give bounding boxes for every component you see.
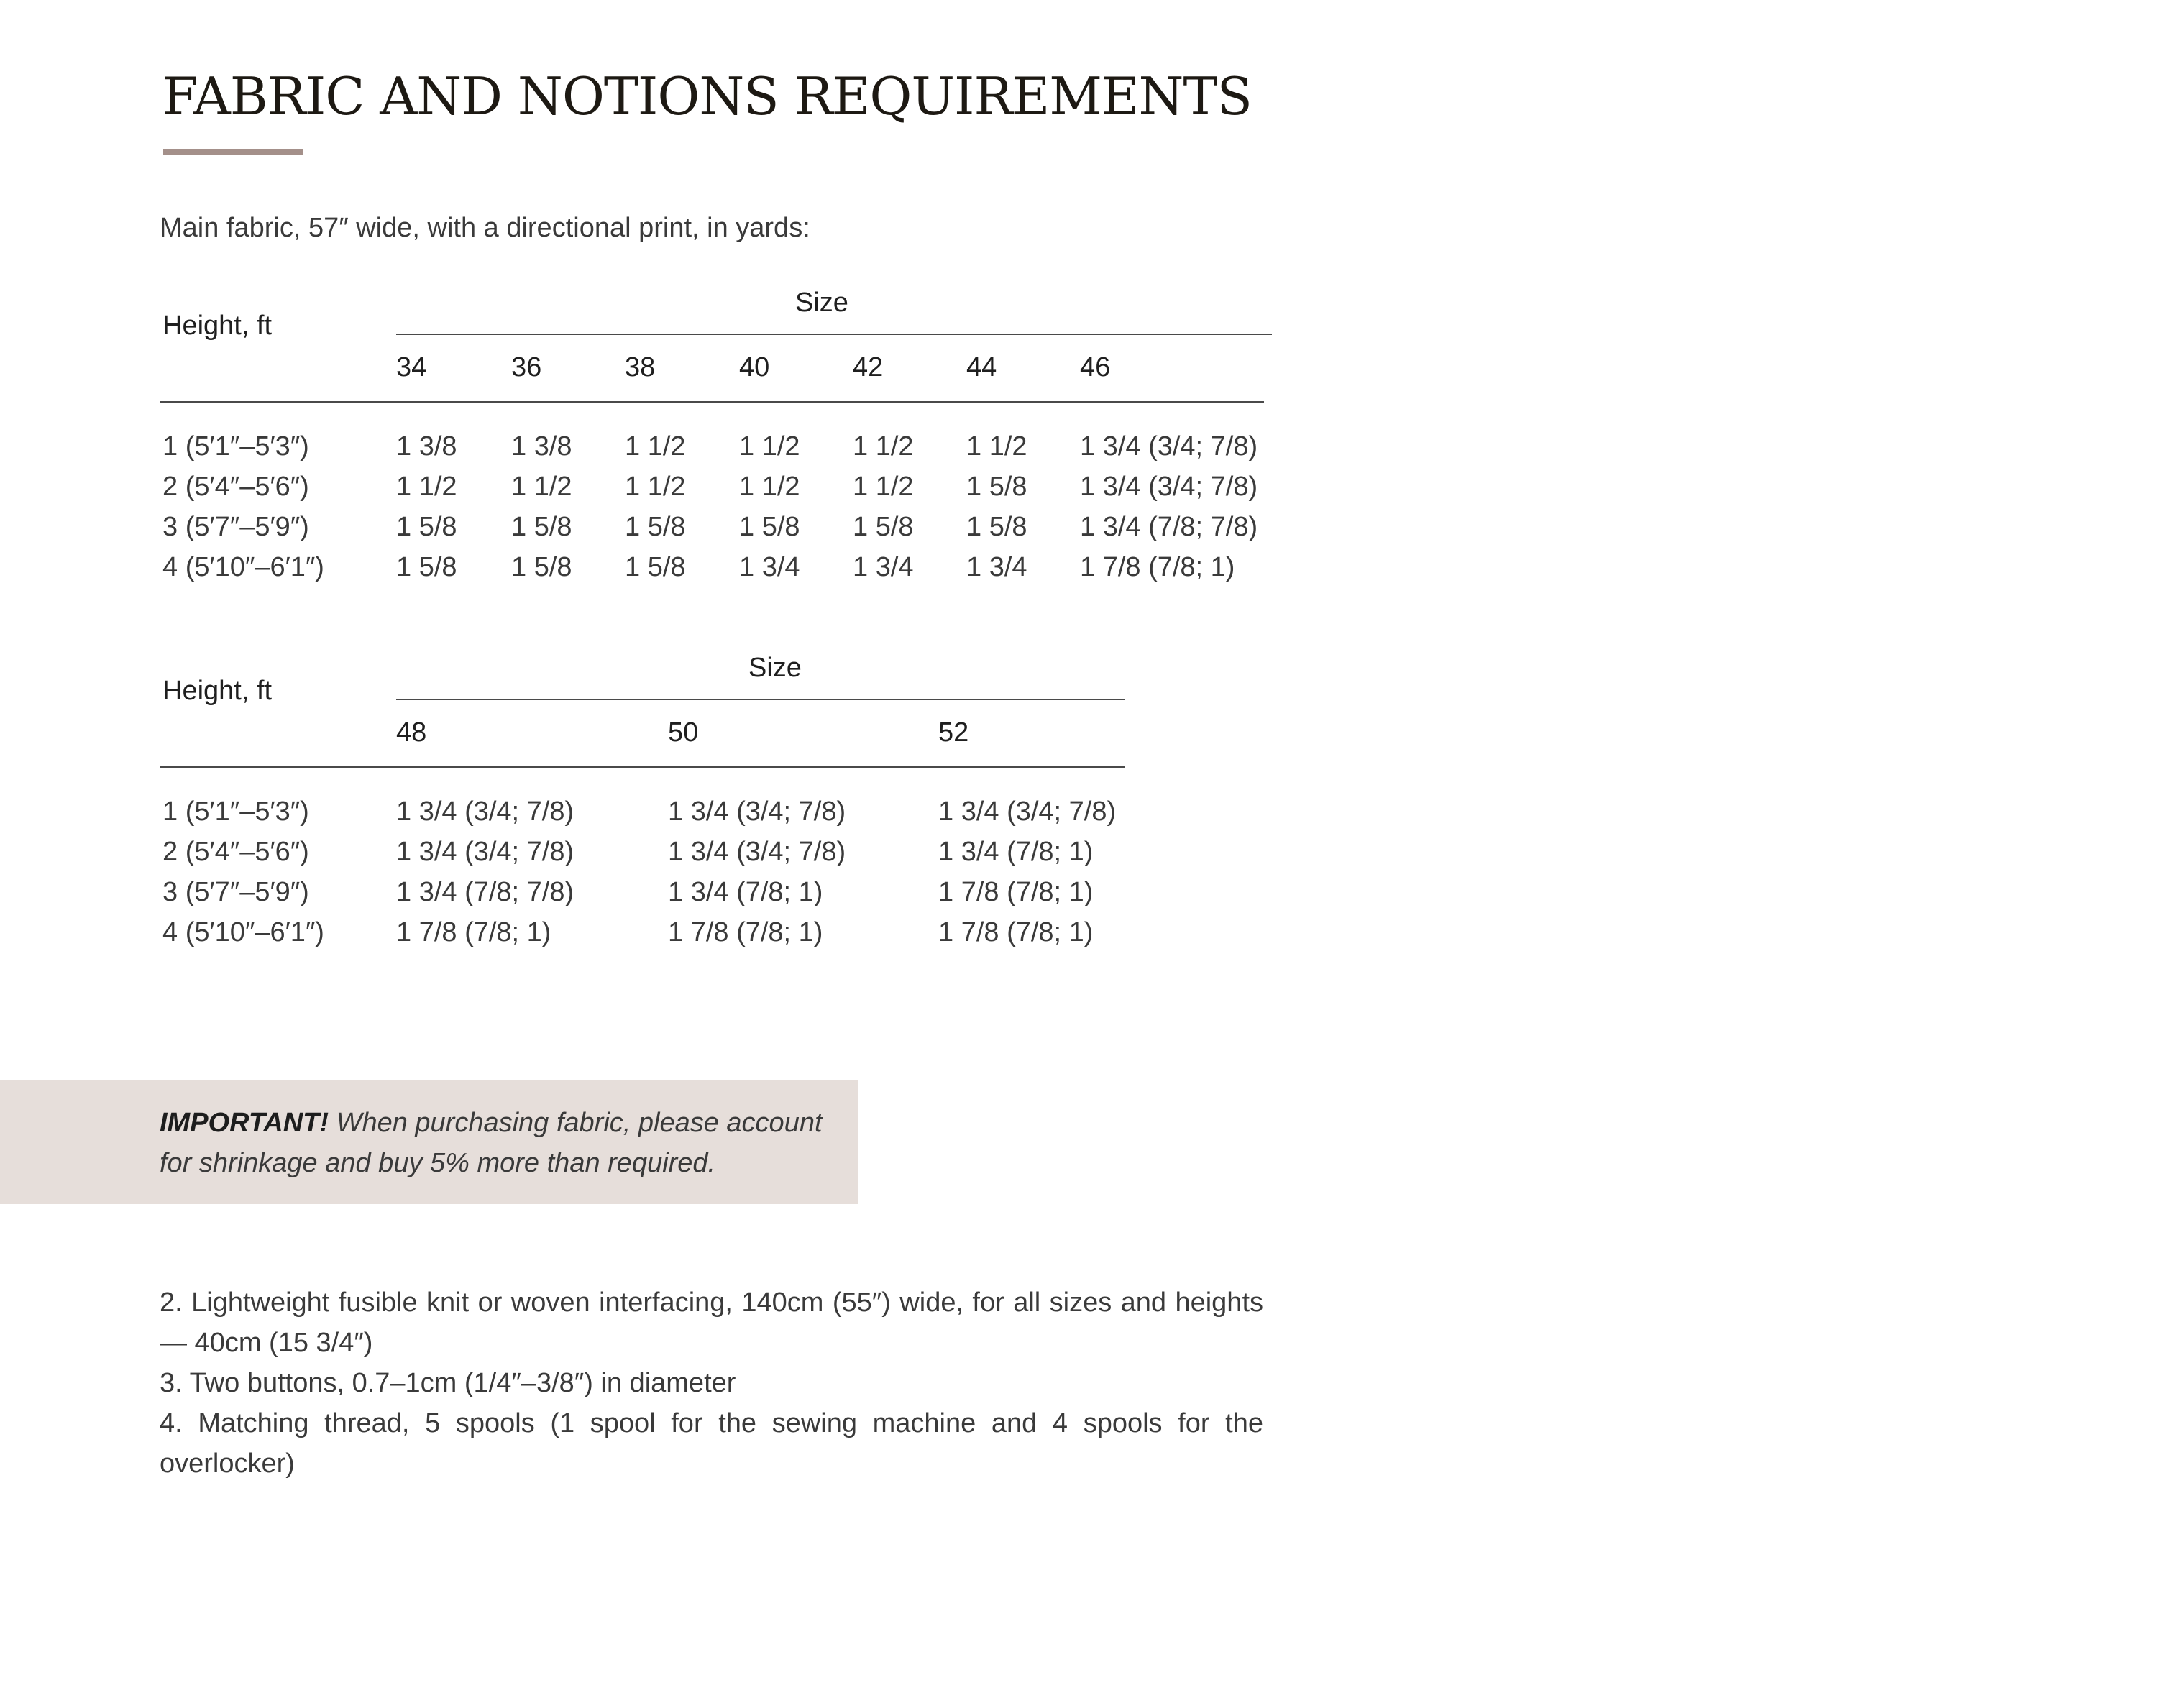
size-column-header: 46 — [1080, 352, 1111, 382]
size-column-header: 36 — [511, 352, 542, 382]
notion-item-thread: 4. Matching thread, 5 spools (1 spool for the sewing machine and 4 spools for the overlocker) — [160, 1408, 1263, 1479]
size-column-header: 52 — [938, 717, 969, 748]
page-title: FABRIC AND NOTIONS REQUIREMENTS — [162, 66, 1252, 127]
table-header-rule — [160, 401, 1264, 403]
table-header-rule — [160, 766, 1125, 768]
table-cell: 1 5/8 — [966, 512, 1027, 542]
table-cell: 1 3/4 — [853, 552, 914, 582]
title-underline — [163, 149, 303, 155]
size-column-header: 40 — [739, 352, 770, 382]
table-cell: 1 1/2 — [625, 431, 686, 462]
table-cell: 1 5/8 — [396, 552, 457, 582]
table-cell: 1 1/2 — [396, 472, 457, 502]
size-column-header: 50 — [668, 717, 699, 748]
table-cell: 1 1/2 — [739, 472, 800, 502]
table-cell: 1 3/4 (7/8; 7/8) — [396, 877, 574, 907]
table-cell: 1 7/8 (7/8; 1) — [938, 917, 1094, 947]
size-header-rule — [396, 334, 1272, 335]
table-cell: 1 5/8 — [739, 512, 800, 542]
height-header: Height, ft — [162, 676, 273, 706]
table-cell: 1 7/8 (7/8; 1) — [668, 917, 823, 947]
table-cell: 1 5/8 — [625, 512, 686, 542]
important-label: IMPORTANT! — [160, 1108, 329, 1138]
table-cell: 1 5/8 — [396, 512, 457, 542]
table-cell: 1 1/2 — [739, 431, 800, 462]
notion-item-buttons: 3. Two buttons, 0.7–1cm (1/4″–3/8″) in diameter — [160, 1368, 736, 1398]
table-cell: 1 5/8 — [511, 552, 572, 582]
height-cell: 3 (5′7″–5′9″) — [162, 512, 309, 542]
table-cell: 1 1/2 — [853, 472, 914, 502]
table-cell: 1 3/8 — [396, 431, 457, 462]
intro-text: Main fabric, 57″ wide, with a directional print, in yards: — [160, 213, 810, 243]
height-cell: 1 (5′1″–5′3″) — [162, 796, 309, 827]
table-cell: 1 5/8 — [966, 472, 1027, 502]
size-header: Size — [748, 653, 802, 683]
table-cell: 1 3/4 (3/4; 7/8) — [1080, 472, 1258, 502]
size-column-header: 44 — [966, 352, 997, 382]
height-cell: 4 (5′10″–6′1″) — [162, 552, 324, 582]
table-cell: 1 3/4 (3/4; 7/8) — [1080, 431, 1258, 462]
height-header: Height, ft — [162, 311, 273, 341]
table-cell: 1 1/2 — [511, 472, 572, 502]
notions-list — [160, 1282, 1263, 1484]
size-column-header: 34 — [396, 352, 427, 382]
table-cell: 1 1/2 — [853, 431, 914, 462]
height-cell: 4 (5′10″–6′1″) — [162, 917, 324, 947]
height-cell: 1 (5′1″–5′3″) — [162, 431, 309, 462]
table-cell: 1 3/4 (3/4; 7/8) — [396, 796, 574, 827]
size-column-header: 42 — [853, 352, 884, 382]
table-cell: 1 3/4 (3/4; 7/8) — [668, 796, 846, 827]
table-cell: 1 7/8 (7/8; 1) — [396, 917, 551, 947]
table-cell: 1 3/8 — [511, 431, 572, 462]
height-cell: 2 (5′4″–5′6″) — [162, 837, 309, 867]
size-header-rule — [396, 699, 1125, 700]
table-cell: 1 7/8 (7/8; 1) — [1080, 552, 1235, 582]
table-cell: 1 3/4 (3/4; 7/8) — [396, 837, 574, 867]
important-note — [160, 1103, 835, 1183]
table-cell: 1 3/4 (7/8; 1) — [938, 837, 1094, 867]
height-cell: 2 (5′4″–5′6″) — [162, 472, 309, 502]
table-cell: 1 1/2 — [625, 472, 686, 502]
table-cell: 1 3/4 (7/8; 1) — [668, 877, 823, 907]
height-cell: 3 (5′7″–5′9″) — [162, 877, 309, 907]
table-cell: 1 3/4 (7/8; 7/8) — [1080, 512, 1258, 542]
size-column-header: 48 — [396, 717, 427, 748]
table-cell: 1 7/8 (7/8; 1) — [938, 877, 1094, 907]
important-note-text: When purchasing fabric, please account for shrinkage and buy 5% more than required. — [160, 1108, 823, 1178]
size-header: Size — [795, 288, 848, 318]
table-cell: 1 3/4 (3/4; 7/8) — [668, 837, 846, 867]
table-cell: 1 3/4 — [966, 552, 1027, 582]
table-cell: 1 1/2 — [966, 431, 1027, 462]
table-cell: 1 3/4 — [739, 552, 800, 582]
notion-item-interfacing: 2. Lightweight fusible knit or woven interfacing, 140cm (55″) wide, for all sizes and heights — 40cm (15 3/4″) — [160, 1287, 1263, 1358]
table-cell: 1 5/8 — [625, 552, 686, 582]
table-cell: 1 5/8 — [511, 512, 572, 542]
table-cell: 1 5/8 — [853, 512, 914, 542]
table-cell: 1 3/4 (3/4; 7/8) — [938, 796, 1117, 827]
size-column-header: 38 — [625, 352, 656, 382]
